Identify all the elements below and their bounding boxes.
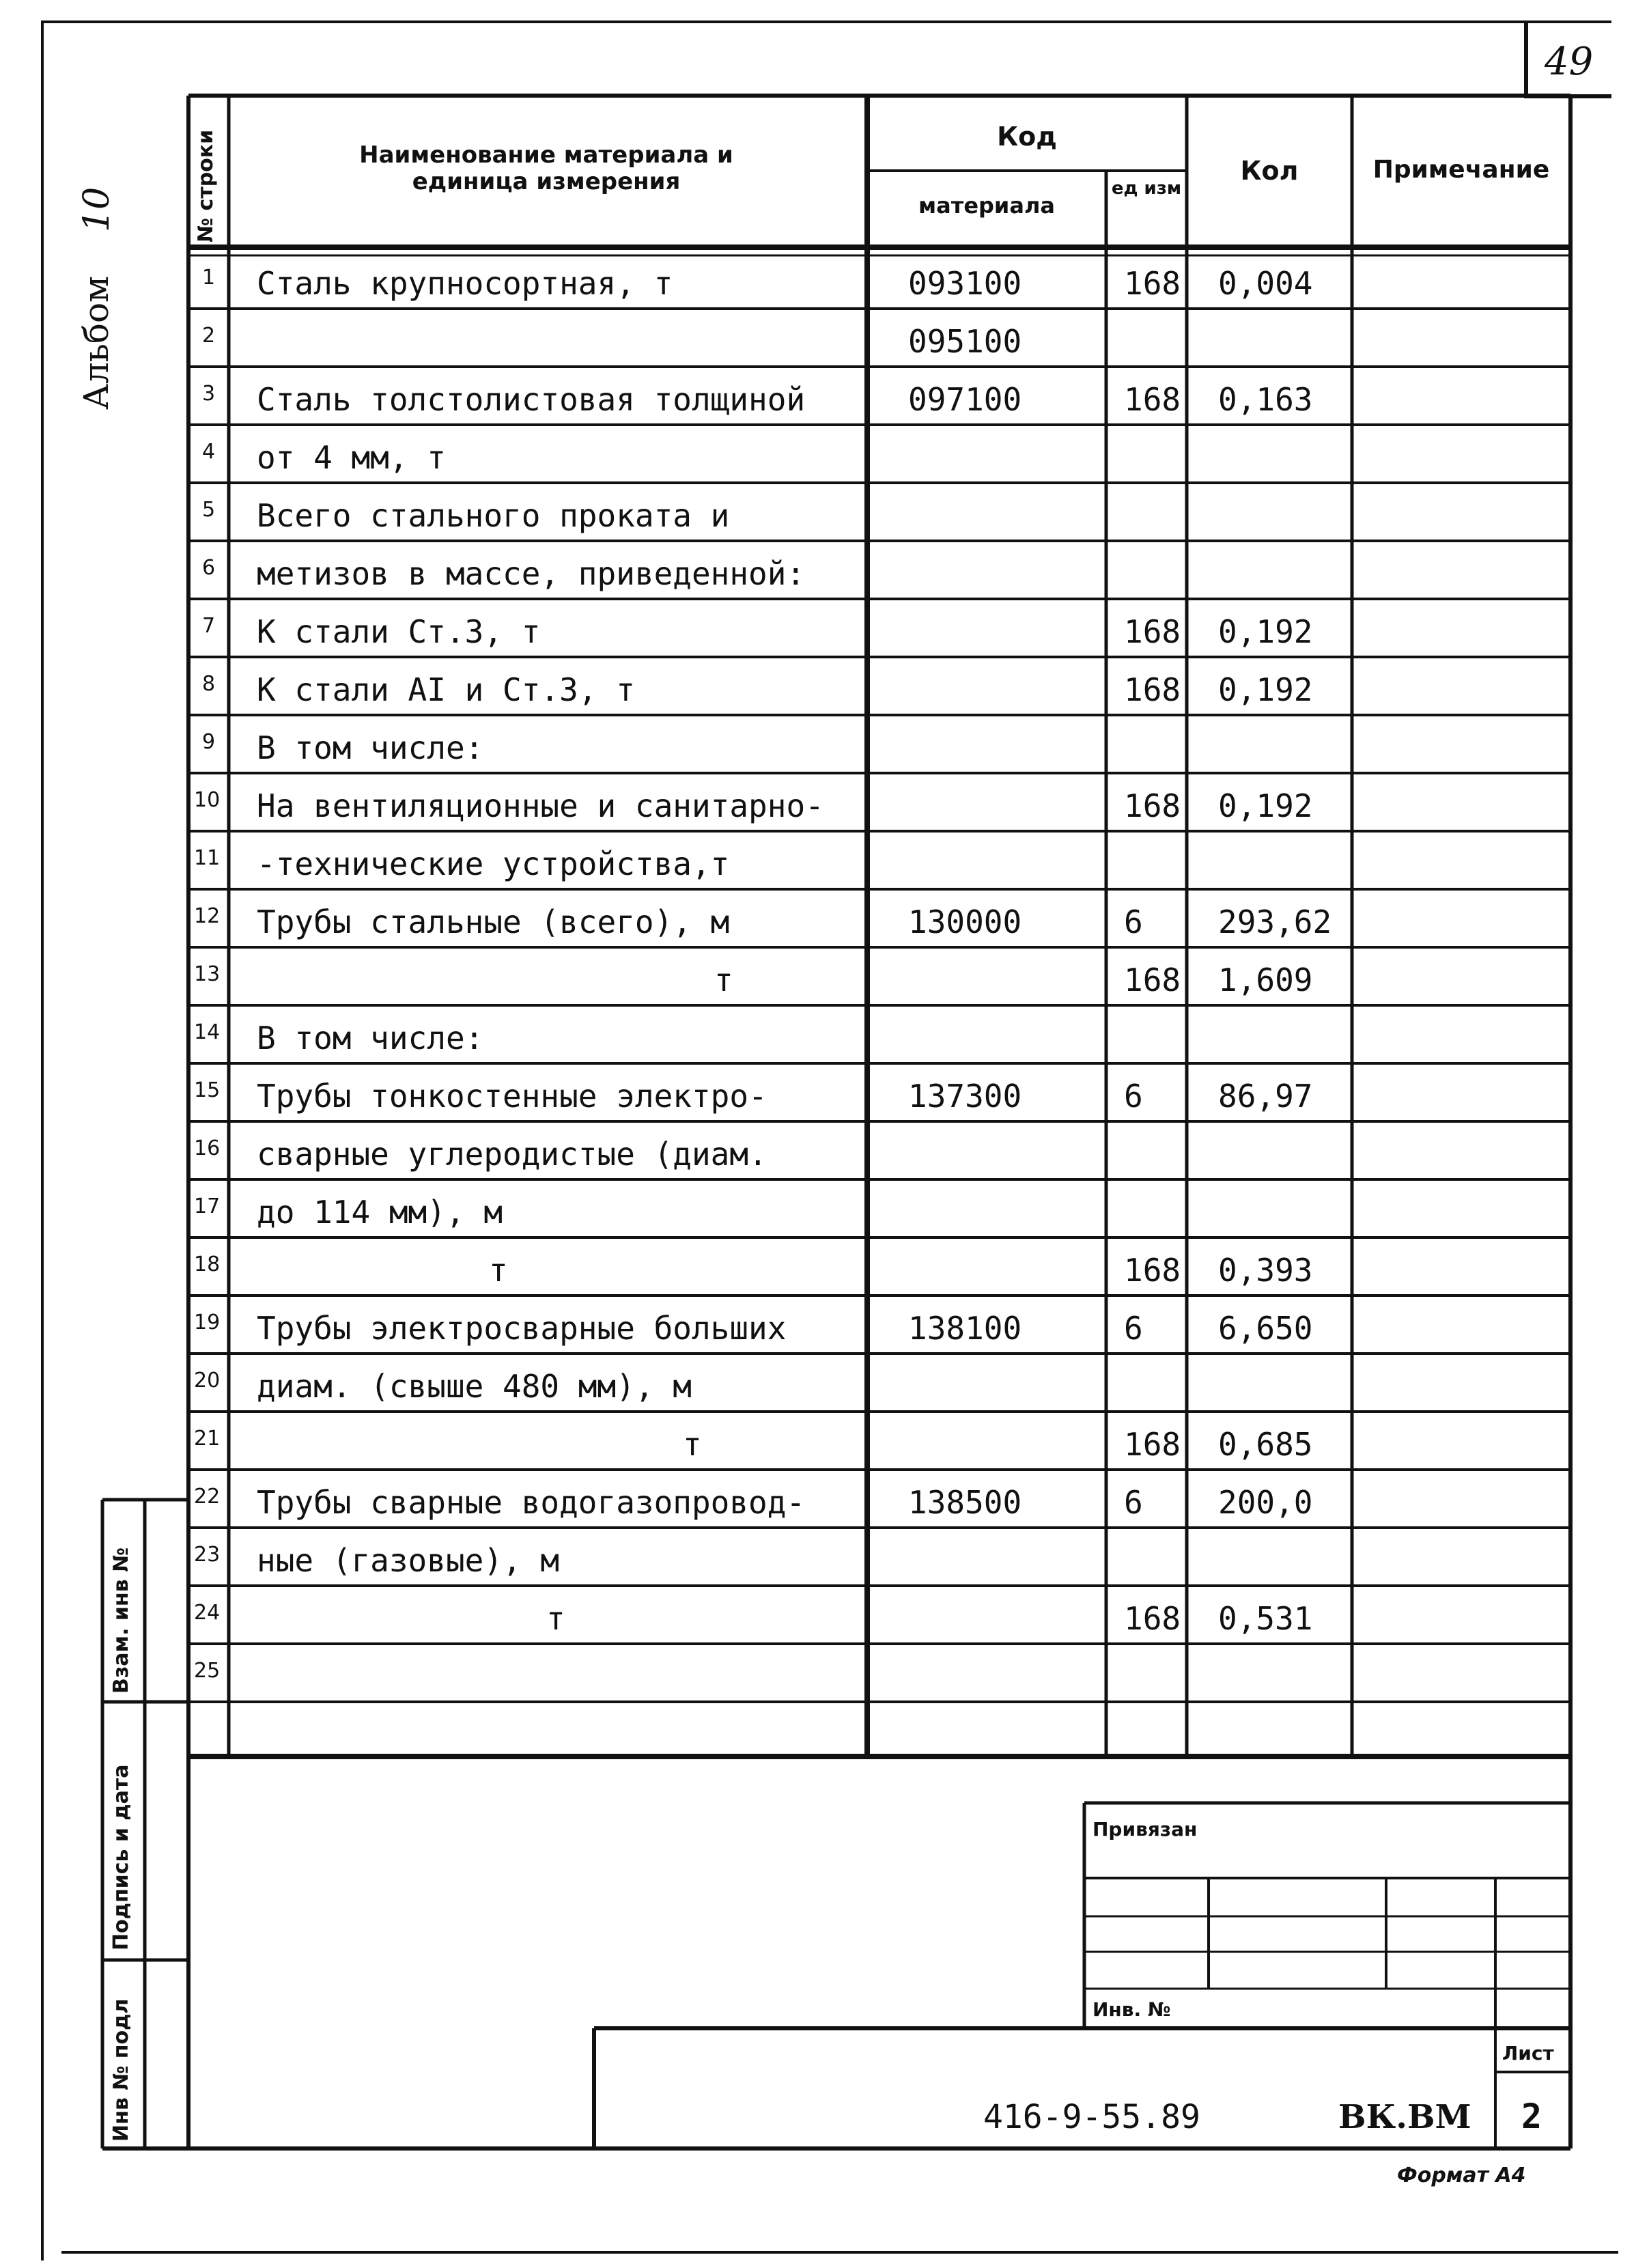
row-name: диам. (свыше 480 мм), м bbox=[257, 1368, 692, 1405]
row-unit-code: 6 bbox=[1124, 1310, 1143, 1347]
row-quantity: 0,163 bbox=[1218, 381, 1313, 418]
row-number: 16 bbox=[194, 1136, 221, 1160]
row-number: 21 bbox=[194, 1427, 221, 1451]
row-name: т bbox=[546, 1600, 565, 1637]
sheet-number: 2 bbox=[1521, 2097, 1542, 2136]
row-quantity: 1,609 bbox=[1218, 962, 1313, 998]
row-name: Трубы тонкостенные электро- bbox=[257, 1078, 767, 1115]
header-unit-code: ед изм bbox=[1111, 178, 1182, 199]
row-number: 10 bbox=[194, 788, 221, 812]
row-number: 17 bbox=[194, 1194, 221, 1218]
header-quantity: Кол bbox=[1240, 156, 1299, 186]
row-name: от 4 мм, т bbox=[257, 439, 446, 476]
row-number: 3 bbox=[202, 382, 216, 406]
row-unit-code: 168 bbox=[1124, 381, 1181, 418]
row-name: сварные углеродистые (диам. bbox=[257, 1136, 767, 1173]
row-number: 22 bbox=[194, 1485, 221, 1509]
stamp-signature-date-label: Подпись и дата bbox=[109, 1764, 133, 1950]
row-name: ные (газовые), м bbox=[257, 1542, 560, 1579]
row-material-code: 137300 bbox=[908, 1078, 1022, 1115]
row-quantity: 293,62 bbox=[1218, 904, 1332, 940]
row-material-code: 093100 bbox=[908, 265, 1022, 302]
row-number: 15 bbox=[194, 1078, 221, 1102]
row-number: 7 bbox=[202, 614, 216, 638]
header-row-number: № строки bbox=[194, 129, 218, 242]
row-quantity: 0,393 bbox=[1218, 1252, 1313, 1289]
row-number: 20 bbox=[194, 1369, 221, 1392]
row-name: К стали АI и Ст.3, т bbox=[257, 671, 635, 708]
row-name: К стали Ст.3, т bbox=[257, 613, 541, 650]
row-quantity: 0,192 bbox=[1218, 671, 1313, 708]
row-name: до 114 мм), м bbox=[257, 1194, 503, 1231]
row-unit-code: 168 bbox=[1124, 265, 1181, 302]
document-code: ВК.ВМ bbox=[1338, 2098, 1471, 2136]
row-material-code: 138500 bbox=[908, 1484, 1022, 1521]
row-quantity: 0,192 bbox=[1218, 787, 1313, 824]
row-number: 8 bbox=[202, 672, 216, 696]
sheet-label: Лист bbox=[1502, 2042, 1554, 2064]
document-number: 416-9-55.89 bbox=[983, 2098, 1200, 2136]
row-unit-code: 168 bbox=[1124, 613, 1181, 650]
row-material-code: 138100 bbox=[908, 1310, 1022, 1347]
header-material-code: материала bbox=[918, 193, 1055, 219]
page-number: 49 bbox=[1545, 40, 1594, 84]
row-material-code: 097100 bbox=[908, 381, 1022, 418]
row-name: метизов в массе, приведенной: bbox=[257, 555, 806, 592]
row-unit-code: 6 bbox=[1124, 904, 1143, 940]
row-unit-code: 168 bbox=[1124, 787, 1181, 824]
row-unit-code: 168 bbox=[1124, 671, 1181, 708]
row-name: Всего стального проката и bbox=[257, 497, 730, 534]
row-unit-code: 168 bbox=[1124, 962, 1181, 998]
row-name: В том числе: bbox=[257, 1020, 484, 1056]
row-number: 12 bbox=[194, 904, 221, 928]
row-name: В том числе: bbox=[257, 729, 484, 766]
row-number: 9 bbox=[202, 730, 216, 754]
row-number: 25 bbox=[194, 1659, 221, 1683]
row-name: Трубы стальные (всего), м bbox=[257, 904, 730, 940]
header-code-group: Код bbox=[997, 122, 1057, 152]
album-number: 10 bbox=[76, 186, 117, 232]
row-name: т bbox=[489, 1252, 508, 1289]
row-name: Трубы сварные водогазопровод- bbox=[257, 1484, 806, 1521]
stamp-orig-inv-label: Инв № подл bbox=[109, 1998, 133, 2142]
row-name: Сталь толстолистовая толщиной bbox=[257, 381, 806, 418]
inv-label: Инв. № bbox=[1093, 1998, 1171, 2021]
row-unit-code: 6 bbox=[1124, 1484, 1143, 1521]
stamp-replace-inv-label: Взам. инв № bbox=[109, 1547, 133, 1694]
row-number: 19 bbox=[194, 1311, 221, 1334]
header-note: Примечание bbox=[1372, 156, 1550, 184]
row-number: 11 bbox=[194, 846, 221, 870]
row-unit-code: 168 bbox=[1124, 1600, 1181, 1637]
row-number: 24 bbox=[194, 1601, 221, 1625]
row-number: 14 bbox=[194, 1020, 221, 1044]
row-name: Сталь крупносортная, т bbox=[257, 265, 673, 302]
row-number: 2 bbox=[202, 324, 216, 348]
row-number: 1 bbox=[202, 266, 216, 290]
row-unit-code: 168 bbox=[1124, 1252, 1181, 1289]
row-material-code: 130000 bbox=[908, 904, 1022, 940]
row-name: Трубы электросварные больших bbox=[257, 1310, 787, 1347]
row-material-code: 095100 bbox=[908, 323, 1022, 360]
row-quantity: 0,192 bbox=[1218, 613, 1313, 650]
format-label: Формат А4 bbox=[1397, 2164, 1526, 2187]
row-number: 6 bbox=[202, 556, 216, 580]
row-name: т bbox=[714, 962, 733, 998]
row-quantity: 6,650 bbox=[1218, 1310, 1313, 1347]
row-number: 4 bbox=[202, 440, 216, 464]
header-name: Наименование материала и единица измерения bbox=[359, 141, 733, 196]
row-name: -технические устройства,т bbox=[257, 845, 730, 882]
row-number: 13 bbox=[194, 962, 221, 986]
row-quantity: 200,0 bbox=[1218, 1484, 1313, 1521]
row-name: т bbox=[683, 1426, 702, 1463]
row-unit-code: 6 bbox=[1124, 1078, 1143, 1115]
row-number: 18 bbox=[194, 1252, 221, 1276]
row-quantity: 0,685 bbox=[1218, 1426, 1313, 1463]
row-quantity: 86,97 bbox=[1218, 1078, 1313, 1115]
row-name: На вентиляционные и санитарно- bbox=[257, 787, 824, 824]
row-quantity: 0,531 bbox=[1218, 1600, 1313, 1637]
row-unit-code: 168 bbox=[1124, 1426, 1181, 1463]
album-label: Альбом bbox=[76, 276, 116, 410]
row-number: 5 bbox=[202, 498, 216, 522]
row-quantity: 0,004 bbox=[1218, 265, 1313, 302]
bound-label: Привязан bbox=[1093, 1818, 1198, 1840]
row-number: 23 bbox=[194, 1543, 221, 1567]
